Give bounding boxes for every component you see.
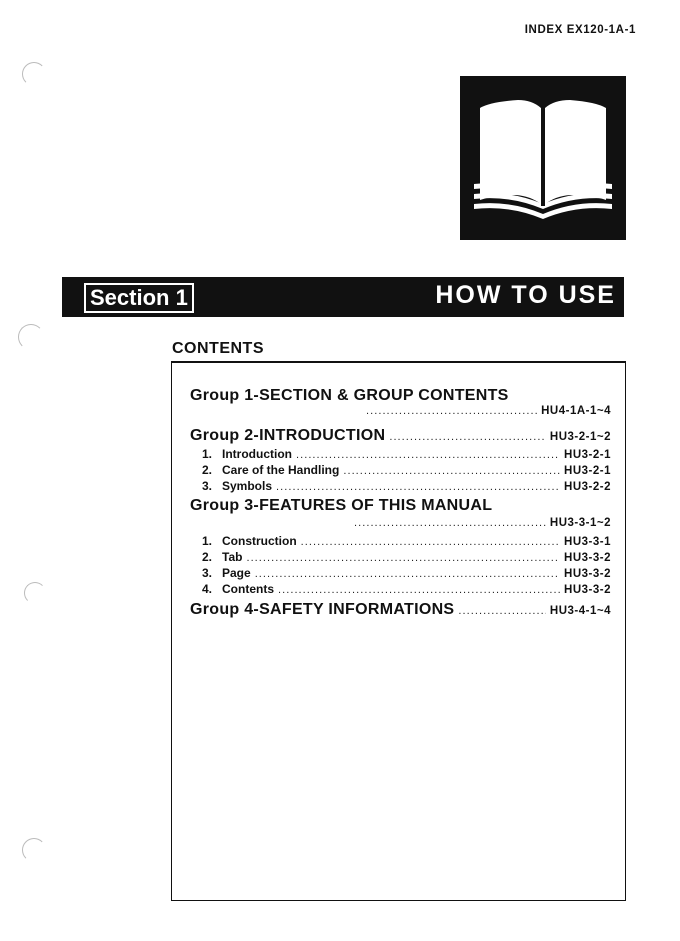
- leader-dots: [276, 481, 560, 493]
- item-label: Symbols: [222, 479, 273, 493]
- list-item: [190, 582, 611, 596]
- leader-dots: [255, 568, 560, 580]
- item-ref: HU3-3-2: [564, 568, 611, 580]
- group-1-ref: HU4-1A-1~4: [541, 405, 611, 417]
- item-number: 4.: [201, 582, 212, 596]
- leader-dots: [366, 405, 537, 417]
- item-label: Tab: [222, 550, 243, 564]
- group-2-title: Group 2-INTRODUCTION: [190, 427, 386, 444]
- item-label: Contents: [222, 582, 274, 596]
- list-item: [190, 463, 611, 477]
- section-banner: [62, 277, 624, 317]
- leader-dots: [278, 584, 560, 596]
- leader-dots: [343, 465, 560, 477]
- group-1-ref-row: [362, 405, 611, 417]
- list-item: [190, 479, 611, 493]
- item-number: 1.: [201, 534, 212, 548]
- leader-dots: [301, 536, 560, 548]
- item-ref: HU3-3-1: [564, 536, 611, 548]
- item-ref: HU3-2-1: [564, 465, 611, 477]
- item-label: Construction: [222, 534, 297, 548]
- contents-heading: CONTENTS: [172, 340, 264, 357]
- list-item: [190, 550, 611, 564]
- list-item: [190, 566, 611, 580]
- binder-hole-mark: [18, 324, 44, 350]
- page-index-label: INDEX EX120-1A-1: [524, 24, 636, 36]
- contents-table: [171, 361, 626, 901]
- group-2-ref: HU3-2-1~2: [549, 431, 611, 443]
- group-1-title-row: [190, 387, 611, 405]
- item-number: 1.: [201, 447, 212, 461]
- item-number: 3.: [201, 479, 212, 493]
- group-3-title-row: [190, 497, 611, 515]
- item-ref: HU3-3-2: [564, 584, 611, 596]
- item-ref: HU3-2-1: [564, 449, 611, 461]
- item-ref: HU3-3-2: [564, 552, 611, 564]
- group-4-title-row: [190, 601, 611, 619]
- item-ref: HU3-2-2: [564, 481, 611, 493]
- group-3-title: Group 3-FEATURES OF THIS MANUAL: [190, 497, 493, 514]
- section-title: HOW TO USE: [435, 281, 616, 309]
- item-number: 2.: [201, 550, 212, 564]
- section-label: Section 1: [84, 283, 194, 313]
- item-number: 2.: [201, 463, 212, 477]
- item-label: Introduction: [222, 447, 292, 461]
- binder-hole-mark: [22, 838, 46, 862]
- binder-hole-mark: [24, 582, 46, 604]
- binder-hole-mark: [22, 62, 46, 86]
- leader-dots: [246, 552, 560, 564]
- group-4-ref: HU3-4-1~4: [549, 605, 611, 617]
- item-label: Page: [222, 566, 251, 580]
- book-icon: [460, 76, 626, 240]
- list-item: [190, 447, 611, 461]
- group-1-title: Group 1-SECTION & GROUP CONTENTS: [190, 387, 509, 404]
- leader-dots: [296, 449, 560, 461]
- group-3-ref-row: [350, 517, 611, 529]
- leader-dots: [354, 517, 546, 529]
- group-3-ref: HU3-3-1~2: [549, 517, 611, 529]
- leader-dots: [458, 605, 546, 617]
- group-4-title: Group 4-SAFETY INFORMATIONS: [190, 601, 455, 618]
- list-item: [190, 534, 611, 548]
- group-2-title-row: [190, 427, 611, 445]
- item-number: 3.: [201, 566, 212, 580]
- item-label: Care of the Handling: [222, 463, 340, 477]
- leader-dots: [389, 431, 546, 443]
